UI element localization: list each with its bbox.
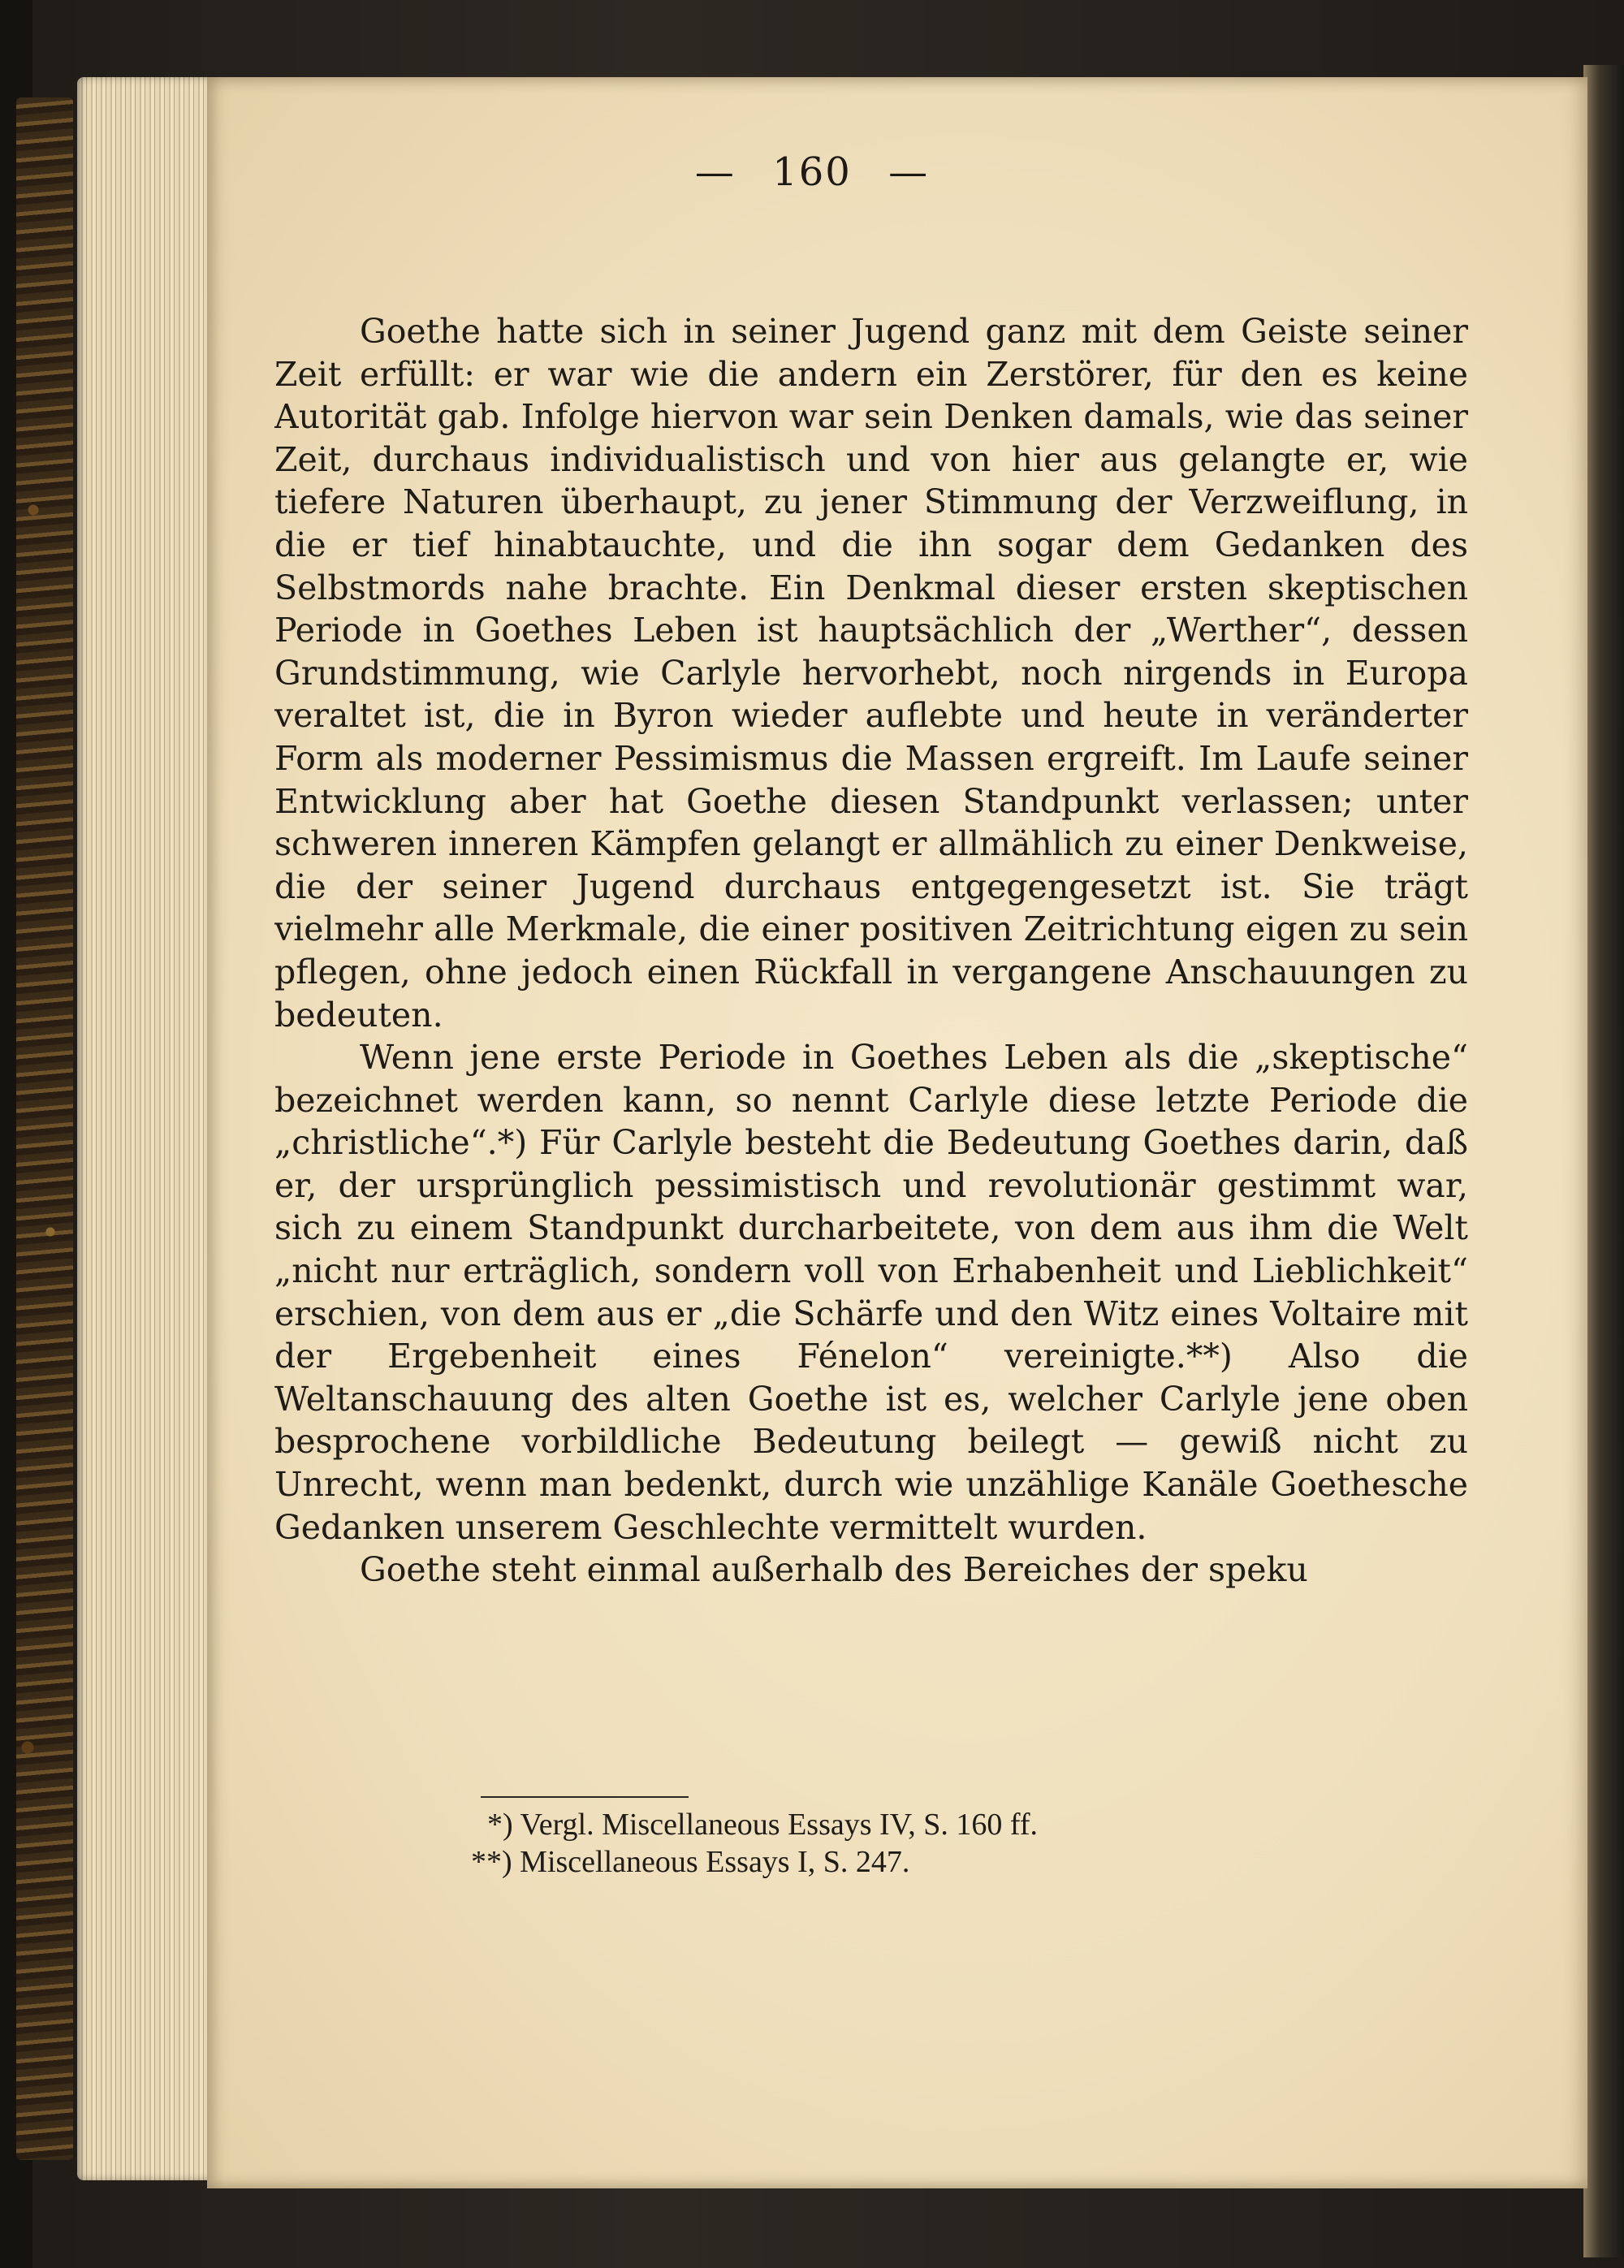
right-binding-edge [1583, 65, 1624, 2257]
page-edges [77, 77, 215, 2180]
paragraph-3: Goethe steht einmal außerhalb des Bereiches der speku [360, 1550, 1308, 1590]
header-dash-left: — [694, 149, 736, 195]
body-text [274, 310, 1468, 1731]
paragraph-2: Wenn jene erste Periode in Goethes Leben als die „skeptische“ bezeichnet werden kann, so nennt Carlyle diese letzte Periode die „christliche“.*) Für Carlyle besteht die Bedeutung Goethes darin, daß er, der ursprünglich pessimistisch und revolutionär gestimmt war, sich zu einem Standpunkt durcharbeitete, von dem aus ihm die Welt „nicht nur erträglich, sondern voll von Erhabenheit und Lieblichkeit“ erschien, von dem aus er „die Schärfe und den Witz eines Voltaire mit der Ergebenheit eines Fénelon“ vereinigte.**) Also die Weltanschauung des alten Goethe ist es, welcher Carlyle jene oben besprochene vorbildliche Bedeutung beilegt — gewiß nicht zu Unrecht, wenn man bedenkt, durch wie unzählige Kanäle Goethesche Gedanken unserem Geschlechte vermittelt wurden. [274, 1038, 1468, 1547]
footnote-1: *) Vergl. Miscellaneous Essays IV, S. 160 ff. [487, 1808, 1038, 1842]
paragraph-1: Goethe hatte sich in seiner Jugend ganz mit dem Geiste seiner Zeit erfüllt: er war wie die andern ein Zerstörer, für den es keine Autorität gab. Infolge hiervon war sein Denken damals, wie das seiner Zeit, durchaus individualistisch und von hier aus gelangte er, wie tiefere Naturen überhaupt, zu jener Stimmung der Verzweiflung, in die er tief hinabtauchte, und die ihn sogar dem Gedanken des Selbstmords nahe brachte. Ein Denkmal dieser ersten skeptischen Periode in Goethes Leben ist hauptsächlich der „Werther“, dessen Grundstimmung, wie Carlyle hervorhebt, noch nirgends in Europa veraltet ist, die in Byron wieder auflebte und heute in veränderter Form als moderner Pessimismus die Massen ergreift. Im Laufe seiner Entwicklung aber hat Goethe diesen Standpunkt verlassen; unter schweren inneren Kämpfen gelangt er allmählich zu einer Denkweise, die der seiner Jugend durchaus entgegengesetzt ist. Sie trägt vielmehr alle Merkmale, die einer positiven Zeitrichtung eigen zu sein pflegen, ohne jedoch einen Rückfall in vergangene Anschauungen zu bedeuten. [274, 312, 1468, 1035]
header-dash-right: — [888, 149, 930, 195]
page-number-header [0, 149, 1624, 195]
page-number: 160 [772, 149, 852, 195]
footnote-2: **) Miscellaneous Essays I, S. 247. [471, 1845, 910, 1879]
footnotes [471, 1806, 1462, 1881]
marbled-cover-edge [16, 97, 73, 2160]
footnote-divider [481, 1796, 689, 1798]
